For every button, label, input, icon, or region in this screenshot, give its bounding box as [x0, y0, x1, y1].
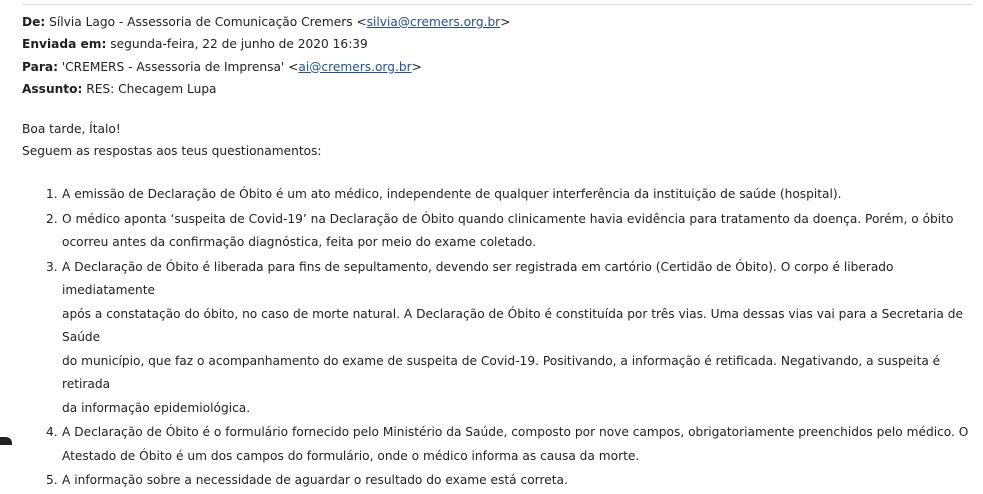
list-item — [22, 256, 972, 421]
sent-line — [22, 33, 972, 55]
list-item-line: Atestado de Óbito é um dos campos do formulário, onde o médico informa as causa da morte. — [62, 448, 640, 463]
list-item-line: O médico aponta ‘suspeita de Covid-19’ na Declaração de Óbito quando clinicamente havia evidência para tratamento da doença. Porém, o óbito — [62, 211, 954, 226]
to-name: 'CREMERS - Assessoria de Imprensa' — [61, 59, 285, 74]
list-item-line: da informação epidemiológica. — [62, 400, 251, 415]
list-item-line: ocorreu antes da confirmação diagnóstica, feita por meio do exame coletado. — [62, 235, 537, 249]
list-number: 5. — [46, 473, 58, 487]
to-line — [22, 56, 972, 78]
answers-list — [22, 183, 972, 494]
from-line — [22, 11, 972, 33]
sent-label: Enviada em: — [22, 37, 107, 52]
email-header — [22, 11, 972, 100]
list-item — [22, 469, 972, 493]
list-number: 2. — [46, 211, 58, 226]
list-item-line: A emissão de Declaração de Óbito é um ato médico, independente de qualquer interferência da instituição de saúde (hospital). — [62, 187, 842, 201]
from-name: Sílvia Lago - Assessoria de Comunicação Cremers — [49, 15, 353, 29]
subject-label: Assunto: — [22, 81, 83, 96]
greeting: Boa tarde, Ítalo! — [22, 122, 121, 136]
to-bracket-close: > — [411, 59, 422, 74]
list-item-line: A informação sobre a necessidade de aguardar o resultado do exame está correta. — [62, 473, 568, 487]
sent-value: segunda-feira, 22 de junho de 2020 16:39 — [110, 37, 368, 52]
intro-text: Seguem as respostas aos teus questionamentos: — [22, 144, 322, 159]
from-email-link[interactable]: silvia@cremers.org.br — [366, 15, 501, 29]
list-item-line: A Declaração de Óbito é liberada para fins de sepultamento, devendo ser registrada em cartório (Certidão de Óbito). O corpo é liberado imediatamente — [62, 259, 894, 297]
list-item-line: após a constatação do óbito, no caso de morte natural. A Declaração de Óbito é constituída por três vias. Uma dessas vias vai para a Secretaria de Saúde — [62, 306, 963, 344]
email-body-intro — [22, 118, 972, 163]
list-item-line: do município, que faz o acompanhamento do exame de suspeita de Covid-19. Positivando, a informação é retificada. Negativando, a suspeita é retirada — [62, 353, 941, 391]
list-item — [22, 183, 972, 207]
from-bracket-close: > — [500, 15, 511, 29]
to-email-link[interactable]: ai@cremers.org.br — [298, 59, 412, 74]
subject-value: RES: Checagem Lupa — [86, 81, 217, 96]
from-label: De: — [22, 15, 46, 29]
header-divider — [22, 4, 973, 5]
list-number: 3. — [46, 259, 58, 274]
to-label: Para: — [22, 59, 58, 74]
list-number: 1. — [46, 187, 58, 201]
to-bracket-open: < — [288, 59, 299, 74]
list-number: 4. — [46, 425, 58, 439]
from-bracket-open: < — [356, 15, 367, 29]
subject-line — [22, 78, 972, 100]
list-item — [22, 208, 972, 255]
corner-fragment — [0, 437, 12, 445]
list-item-line: A Declaração de Óbito é o formulário fornecido pelo Ministério da Saúde, composto por nove campos, obrigatoriamente preenchidos pelo médico. O — [62, 425, 969, 439]
